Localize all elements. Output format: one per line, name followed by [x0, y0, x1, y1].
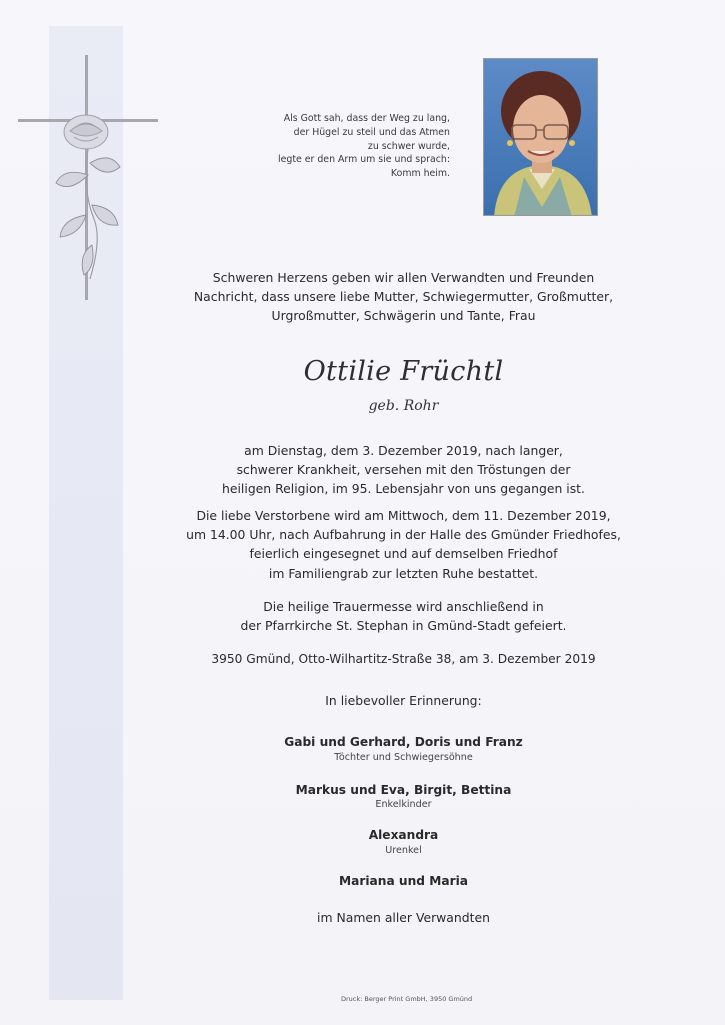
death-notice-line: heiligen Religion, im 95. Lebensjahr von uns gegangen ist. — [222, 481, 585, 497]
intro-line: Schweren Herzens geben wir allen Verwandten und Freunden — [212, 270, 595, 285]
death-notice-line: schwerer Krankheit, versehen mit den Tröstungen der — [236, 462, 571, 478]
funeral-line: Die liebe Verstorbene wird am Mittwoch, dem 11. Dezember 2019, — [196, 508, 611, 523]
portrait-photo — [483, 58, 598, 216]
funeral-line: um 14.00 Uhr, nach Aufbahrung in der Halle des Gmünder Friedhofes, — [186, 527, 621, 543]
deceased-name: Ottilie Früchtl — [303, 356, 504, 387]
poem-line: der Hügel zu steil und das Atmen — [293, 126, 450, 138]
intro-line: Urgroßmutter, Schwägerin und Tante, Frau — [271, 308, 536, 324]
family-names: Mariana und Maria — [339, 874, 468, 888]
family-names: Markus und Eva, Birgit, Bettina — [295, 783, 512, 797]
death-notice — [130, 441, 677, 499]
mass-line: Die heilige Trauermesse wird anschließend in — [263, 599, 544, 614]
family-names: Gabi und Gerhard, Doris und Franz — [284, 735, 523, 749]
family-names: Alexandra — [368, 828, 439, 842]
maiden-name: geb. Rohr — [368, 398, 439, 414]
intro-line: Nachricht, dass unsere liebe Mutter, Schwiegermutter, Großmutter, — [193, 289, 614, 305]
poem-line: Komm heim. — [390, 168, 450, 180]
poem-line: Als Gott sah, dass der Weg zu lang, — [283, 113, 450, 124]
location-date: 3950 Gmünd, Otto-Wilhartitz-Straße 38, am 3. Dezember 2019 — [211, 652, 596, 666]
funeral-line: im Familiengrab zur letzten Ruhe bestattet. — [268, 565, 539, 581]
family-relation: Enkelkinder — [375, 799, 432, 810]
announcement-intro — [130, 268, 677, 326]
funeral-details — [130, 506, 677, 583]
poem-line: legte er den Arm um sie und sprach: — [278, 154, 450, 166]
funeral-line: feierlich eingesegnet und auf demselben Friedhof — [249, 546, 558, 562]
closing-line: im Namen aller Verwandten — [317, 910, 490, 925]
cross-with-rose-icon — [18, 55, 158, 300]
family-relation: Urenkel — [385, 845, 422, 856]
memorial-poem — [250, 112, 450, 181]
poem-line: zu schwer wurde, — [367, 140, 450, 152]
death-notice-line: am Dienstag, dem 3. Dezember 2019, nach langer, — [244, 443, 563, 458]
printer-credit: Druck: Berger Print GmbH, 3950 Gmünd — [341, 995, 473, 1003]
family-relation: Töchter und Schwiegersöhne — [334, 752, 473, 763]
mass-details — [130, 597, 677, 635]
mass-line: der Pfarrkirche St. Stephan in Gmünd-Stadt gefeiert. — [240, 618, 567, 634]
memory-line: In liebevoller Erinnerung: — [325, 693, 482, 708]
